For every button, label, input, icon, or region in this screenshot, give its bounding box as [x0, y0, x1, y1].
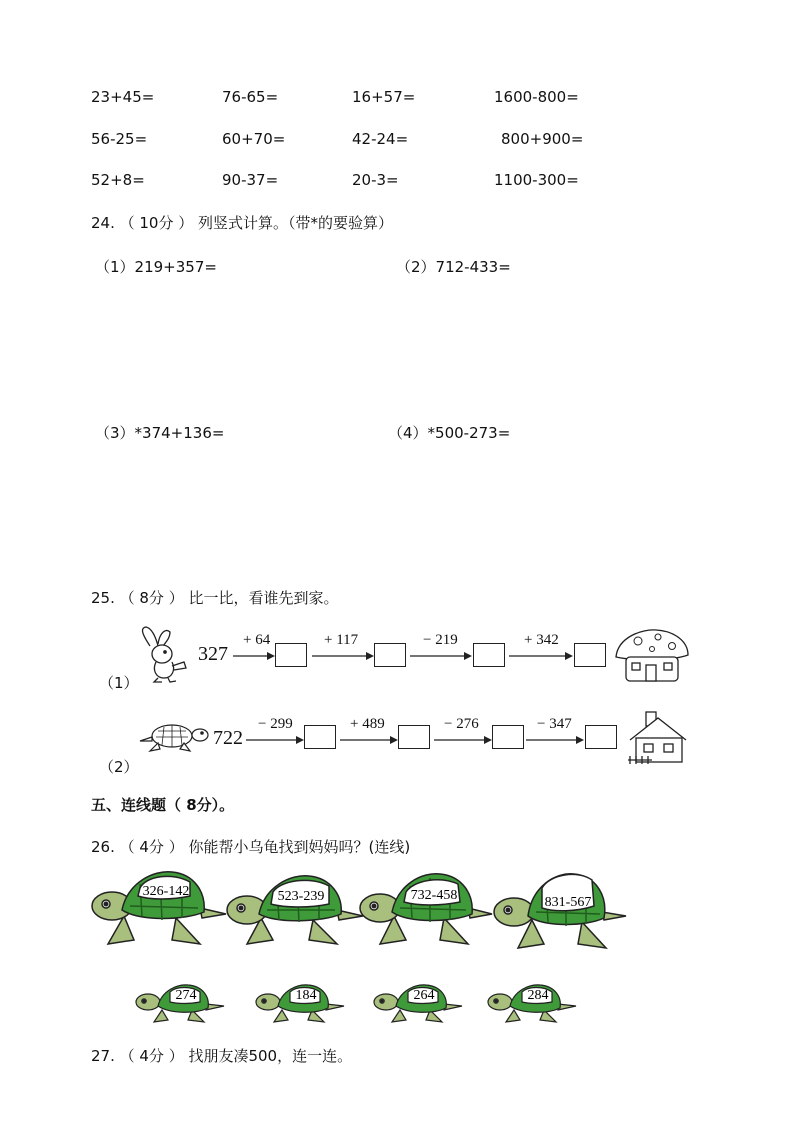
- q25-row1-answer-box[interactable]: [473, 643, 505, 667]
- q25-row1-start: 327: [198, 643, 228, 665]
- oral-calc-item: 76-65=: [222, 88, 279, 106]
- big-turtle-1-label: 326-142: [142, 884, 190, 899]
- big-turtle-2[interactable]: [225, 870, 365, 950]
- arrow-icon: [434, 735, 492, 745]
- oral-calc-item: 23+45=: [91, 88, 155, 106]
- small-turtle-3[interactable]: [372, 982, 464, 1024]
- q27-title: 27. （ 4分 ） 找朋友凑500，连一连。: [91, 1047, 353, 1065]
- big-turtle-1[interactable]: [90, 864, 228, 950]
- q25-row1-op-1: + 64: [243, 632, 271, 648]
- q25-title: 25. （ 8分 ） 比一比，看谁先到家。: [91, 589, 339, 607]
- q24-item-3: （3）*374+136=: [95, 424, 225, 442]
- house-icon: [624, 710, 692, 768]
- mushroom-house-icon: [612, 627, 692, 685]
- small-turtle-4[interactable]: [486, 982, 578, 1024]
- q24-item-4: （4）*500-273=: [388, 424, 511, 442]
- small-turtle-4-label: 284: [527, 988, 549, 1003]
- q25-row1-label: （1）: [99, 674, 139, 692]
- small-turtle-1[interactable]: [134, 982, 226, 1024]
- turtle-icon: [138, 721, 210, 753]
- oral-calc-item: 1600-800=: [494, 88, 579, 106]
- arrow-icon: [526, 735, 584, 745]
- oral-calc-item: 800+900=: [501, 130, 584, 148]
- q25-row1-op-3: − 219: [423, 632, 458, 648]
- arrow-icon: [312, 651, 374, 661]
- q25-row2-op-3: − 276: [444, 716, 479, 732]
- q25-row1-op-2: + 117: [324, 632, 359, 648]
- q25-row2-op-2: + 489: [350, 716, 385, 732]
- big-turtle-3-label: 732-458: [410, 888, 458, 903]
- q24-title: 24. （ 10分 ） 列竖式计算。（带*的要验算）: [91, 214, 394, 232]
- oral-calc-item: 1100-300=: [494, 171, 579, 189]
- q25-row1-answer-box[interactable]: [275, 643, 307, 667]
- oral-calc-item: 20-3=: [352, 171, 399, 189]
- big-turtle-4[interactable]: [492, 868, 628, 954]
- big-turtle-2-label: 523-239: [277, 889, 325, 904]
- small-turtle-1-label: 274: [175, 988, 197, 1003]
- q25-row2-label: （2）: [99, 758, 139, 776]
- q25-row2-answer-box[interactable]: [398, 725, 430, 749]
- arrow-icon: [509, 651, 573, 661]
- oral-calc-item: 42-24=: [352, 130, 409, 148]
- q25-row2-op-1: − 299: [258, 716, 293, 732]
- oral-calc-item: 16+57=: [352, 88, 416, 106]
- arrow-icon: [340, 735, 398, 745]
- oral-calc-item: 56-25=: [91, 130, 148, 148]
- q25-row2-answer-box[interactable]: [304, 725, 336, 749]
- q26-title: 26. （ 4分 ） 你能帮小乌龟找到妈妈吗？(连线): [91, 838, 411, 856]
- small-turtle-2-label: 184: [295, 988, 317, 1003]
- q25-row1-answer-box[interactable]: [574, 643, 606, 667]
- big-turtle-3[interactable]: [358, 864, 494, 950]
- oral-calc-item: 52+8=: [91, 171, 145, 189]
- q25-row2-answer-box[interactable]: [492, 725, 524, 749]
- rabbit-icon: [136, 624, 194, 684]
- arrow-icon: [246, 735, 304, 745]
- oral-calc-item: 60+70=: [222, 130, 286, 148]
- q25-row2-answer-box[interactable]: [585, 725, 617, 749]
- q24-item-2: （2）712-433=: [396, 258, 511, 276]
- q25-row2-op-4: − 347: [537, 716, 572, 732]
- q25-row1-op-4: + 342: [524, 632, 559, 648]
- section5-title: 五、连线题（ 8分）。: [91, 796, 235, 814]
- big-turtle-4-label: 831-567: [544, 895, 592, 910]
- q24-item-1: （1）219+357=: [95, 258, 217, 276]
- oral-calc-item: 90-37=: [222, 171, 279, 189]
- arrow-icon: [410, 651, 472, 661]
- arrow-icon: [233, 651, 275, 661]
- small-turtle-3-label: 264: [413, 988, 435, 1003]
- q25-row1-answer-box[interactable]: [374, 643, 406, 667]
- q25-row2-start: 722: [213, 727, 243, 749]
- small-turtle-2[interactable]: [254, 982, 346, 1024]
